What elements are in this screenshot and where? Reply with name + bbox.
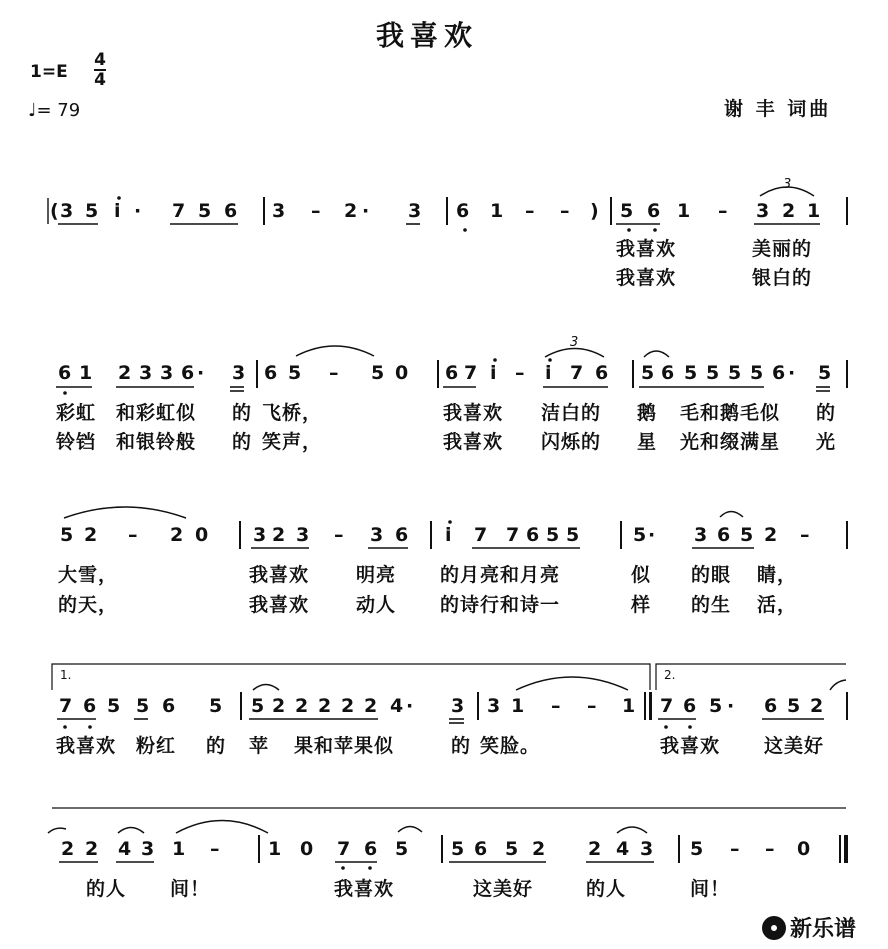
note: 5 [728,362,742,384]
note: 5 [709,695,723,717]
lyric: 睛， [757,564,798,586]
note: 5 [136,695,150,717]
note-high: i [490,362,497,384]
note: 6 [595,362,609,384]
note: 2 [532,838,546,860]
dash: – [334,524,344,546]
note: 5 [566,524,580,546]
note: 3 [296,524,310,546]
note: 2 [318,695,332,717]
author-credit: 谢 丰 词曲 [724,98,832,120]
note: 2 [272,524,286,546]
lyric: 我喜欢 [443,402,504,424]
note: 6 [647,200,661,222]
lyric: 的 [232,431,253,453]
note: 6 [58,362,72,384]
lyric: 的诗行和诗一 [440,594,561,616]
lyric: 飞桥， [262,402,323,424]
lyric: 光 [816,431,837,453]
note: 0 [395,362,409,384]
key-signature: 1=E [30,62,68,82]
slurs-and-ties [48,187,846,833]
note: 6 [162,695,176,717]
note: 1 [490,200,504,222]
note: 7 [570,362,584,384]
note: 2 [344,200,358,222]
note: 1 [622,695,636,717]
note: 3 [408,200,422,222]
lyric: 果和苹果似 [294,735,395,757]
volta-brackets [52,664,846,808]
note: 5 [60,524,74,546]
dash: – [800,524,810,546]
note: 5 [85,200,99,222]
note: 7 [464,362,478,384]
dash: – [560,200,570,222]
note: 5 [684,362,698,384]
dash: – [329,362,339,384]
note: 6 [83,695,97,717]
lyric: 我喜欢 [56,735,117,757]
dash: – [210,838,220,860]
octave-dots [63,196,692,870]
lyric: 苹 [249,735,270,757]
note: 5 [107,695,121,717]
lyric: 的生 [691,594,732,616]
lyric: 闪烁的 [541,431,602,453]
svg-text:3: 3 [570,335,579,350]
note: 2 [810,695,824,717]
note: 5 [251,695,265,717]
note: 3 [141,838,155,860]
watermark-text: 新乐谱 [790,917,857,942]
note: 2 [84,524,98,546]
dash: – [718,200,728,222]
lyric: 明亮 [356,564,397,586]
lyric: 鹅 [637,402,658,424]
dot: · [406,695,414,717]
score-title: 我喜欢 [376,19,479,52]
note: 3 [451,695,465,717]
note: 3 [272,200,286,222]
note: 6 [526,524,540,546]
quarter-note-icon: ♩ [28,100,37,121]
lyric: 粉红 [136,735,177,757]
rest: 0 [797,838,811,860]
note: 2 [295,695,309,717]
note: 6 [772,362,786,384]
note: 6 [224,200,238,222]
note-high: i [545,362,552,384]
note: 7 [337,838,351,860]
note: 6 [395,524,409,546]
dot: · [197,362,205,384]
note: 2 [118,362,132,384]
lyric: 间！ [170,878,211,900]
note: 5 [620,200,634,222]
note: 2 [588,838,602,860]
dot: · [648,524,656,546]
note: 3 [160,362,174,384]
lyric: 和彩虹似 [116,402,197,424]
note: 2 [782,200,796,222]
note: 1 [268,838,282,860]
note: 5 [451,838,465,860]
note: 6 [474,838,488,860]
note: 1 [172,838,186,860]
lyric: 美丽的 [752,238,813,260]
dash: – [128,524,138,546]
dash: – [311,200,321,222]
dash: – [765,838,775,860]
dot: · [727,695,735,717]
note: 2 [61,838,75,860]
note: 6 [764,695,778,717]
triplet-marks [570,177,791,350]
dash: – [525,200,535,222]
lyric: 彩虹 [56,402,97,424]
lyric: 和银铃般 [116,431,197,453]
lyric: 这美好 [764,735,825,757]
tempo-value: = 79 [36,100,81,121]
note: 2 [85,838,99,860]
time-signature-bottom: 4 [94,70,106,90]
lyric: 我喜欢 [249,564,310,586]
note-high: i [445,524,452,546]
note: 5 [395,838,409,860]
note: 3 [139,362,153,384]
note: 5 [690,838,704,860]
lyric: 动人 [356,594,397,616]
note: 5 [505,838,519,860]
record-disc-icon [762,916,786,940]
lyric: 我喜欢 [660,735,721,757]
note: 3 [487,695,501,717]
close-paren: ) [590,200,599,222]
time-signature-top: 4 [94,50,106,70]
lyric: 我喜欢 [616,267,677,289]
watermark [762,912,856,943]
note: 3 [232,362,246,384]
note: 3 [253,524,267,546]
note: 5 [740,524,754,546]
note: 2 [764,524,778,546]
lyric: 的人 [86,878,127,900]
svg-text:3: 3 [783,177,792,192]
lyric: 大雪， [58,564,119,586]
lyric: 的 [232,402,253,424]
lyric: 毛和鹅毛似 [680,402,781,424]
note: 6 [661,362,675,384]
dash: – [551,695,561,717]
lyric: 的月亮和月亮 [440,564,561,586]
lyric: 银白的 [752,267,813,289]
note: 2 [170,524,184,546]
rest: 0 [300,838,314,860]
note: 6 [264,362,278,384]
note: 1 [677,200,691,222]
note: 6 [364,838,378,860]
note: 6 [683,695,697,717]
note: 3 [756,200,770,222]
note: 5 [198,200,212,222]
note: 7 [660,695,674,717]
note: 5 [706,362,720,384]
lyric: 的 [816,402,837,424]
note: 5 [818,362,832,384]
lyric: 笑脸。 [480,735,541,757]
volta-2-label: 2. [664,668,676,682]
lyric: 间！ [690,878,731,900]
lyric: 的 [206,735,227,757]
note: 1 [807,200,821,222]
dash: – [587,695,597,717]
note: 1 [79,362,93,384]
lyric: 笑声， [262,431,323,453]
lyric: 我喜欢 [249,594,310,616]
note: 3 [640,838,654,860]
dot: · [788,362,796,384]
lyric: 星 [637,431,658,453]
lyric: 的眼 [691,564,732,586]
lyric: 洁白的 [541,402,602,424]
note: 6 [181,362,195,384]
volta-1-label: 1. [60,668,72,682]
note: 3 [370,524,384,546]
note: 6 [445,362,459,384]
lyric: 活， [757,594,798,616]
note: 6 [456,200,470,222]
note: 5 [787,695,801,717]
note: 6 [717,524,731,546]
lyric: 我喜欢 [334,878,395,900]
note: 4 [616,838,630,860]
note: 2 [341,695,355,717]
note: 7 [59,695,73,717]
note: 5 [750,362,764,384]
lyric: 光和缀满星 [680,431,781,453]
beam-underlines [56,224,830,862]
note: 4 [390,695,404,717]
note: 2 [272,695,286,717]
note: 5 [641,362,655,384]
note: 5 [288,362,302,384]
note: 5 [633,524,647,546]
dot: · [362,200,370,222]
lyric: 这美好 [473,878,534,900]
lyric: 似 [631,564,652,586]
note: 5 [546,524,560,546]
note: 7 [172,200,186,222]
note: 1 [511,695,525,717]
note: 3 [694,524,708,546]
dot: · [134,200,142,222]
note: 5 [371,362,385,384]
dash: – [515,362,525,384]
dash: – [730,838,740,860]
lyric: 的 [451,735,472,757]
note: 2 [364,695,378,717]
note: ( [50,200,59,222]
lyric: 样 [631,594,652,616]
lyric: 铃铛 [56,431,97,453]
note: 7 [474,524,488,546]
lyric: 我喜欢 [443,431,504,453]
lyric: 的人 [586,878,627,900]
note: 0 [195,524,209,546]
note: 3 [60,200,74,222]
note-high: i [114,200,121,222]
lyric: 的天， [58,594,119,616]
note: 4 [118,838,132,860]
note: 7 [506,524,520,546]
lyric: 我喜欢 [616,238,677,260]
note: 5 [209,695,223,717]
